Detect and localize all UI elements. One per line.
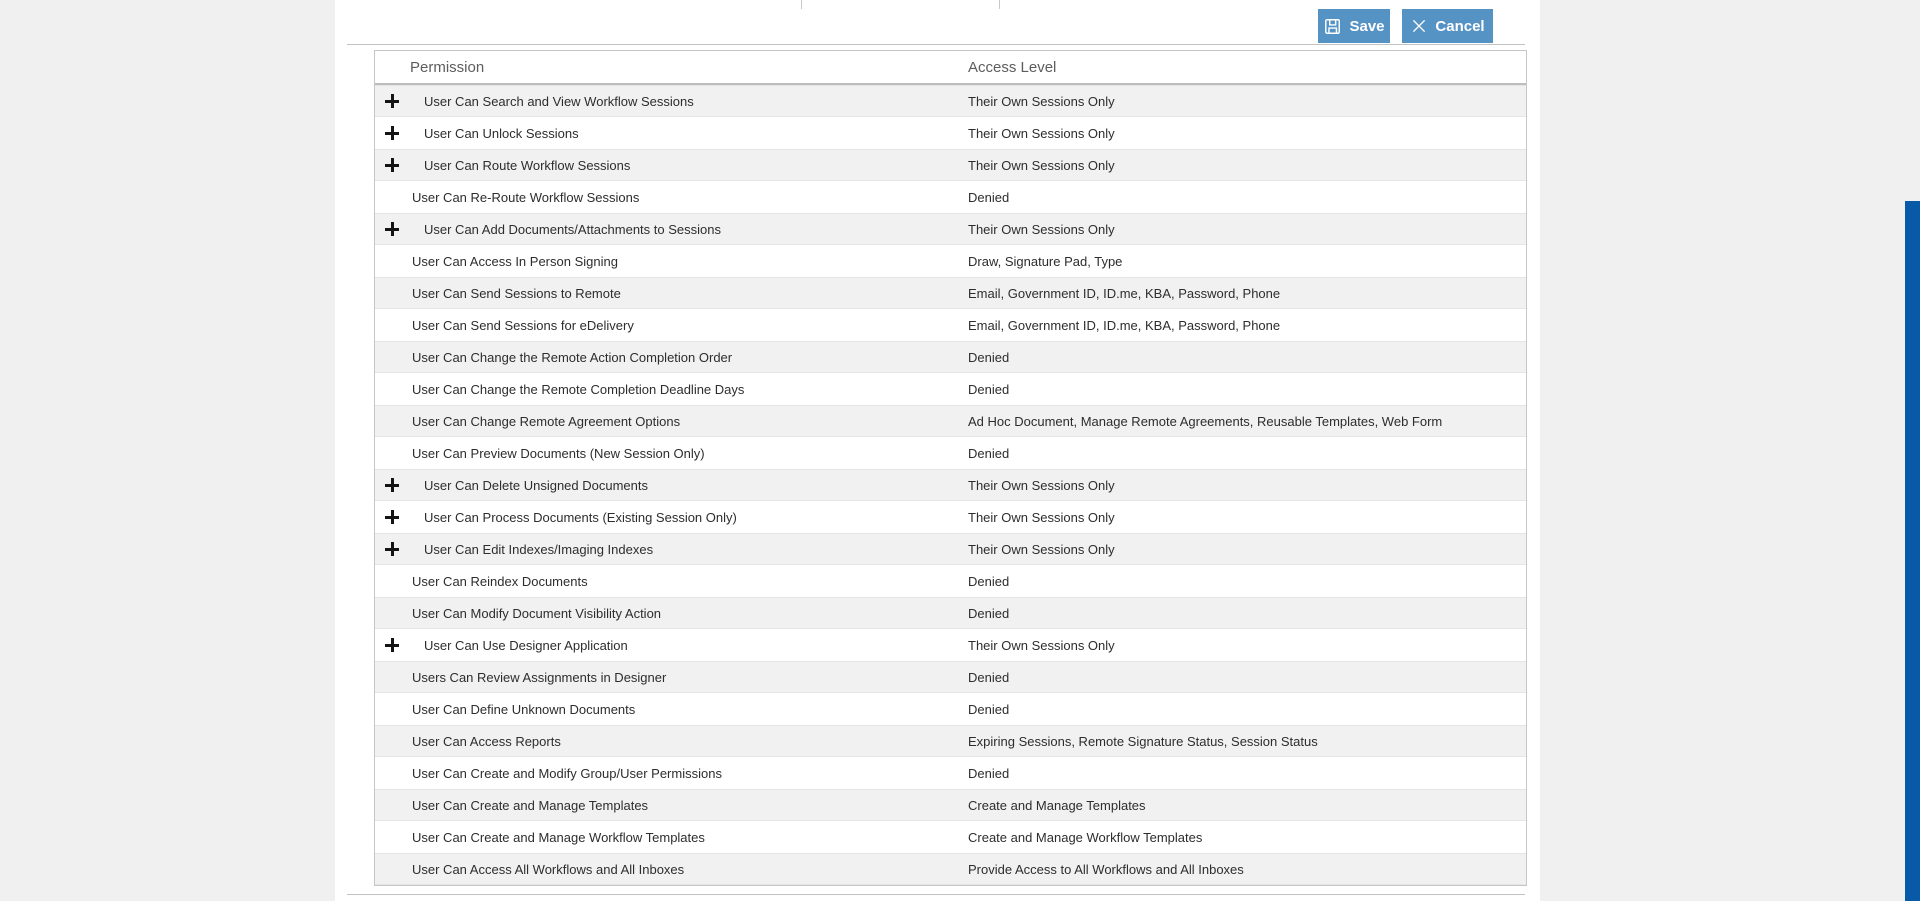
permission-cell: [375, 574, 968, 589]
table-row: [375, 309, 1526, 341]
cancel-x-icon: [1410, 17, 1428, 35]
table-row: [375, 341, 1526, 373]
column-header-permission: Permission: [410, 58, 485, 76]
permission-label: User Can Create and Modify Group/User Permissions: [412, 765, 722, 781]
table-row: [375, 117, 1526, 149]
access-level-value: Denied: [968, 765, 1010, 781]
permission-cell: [375, 638, 968, 653]
permission-label: User Can Create and Manage Templates: [412, 797, 649, 813]
access-level-value: Their Own Sessions Only: [968, 125, 1115, 141]
access-level-value: Denied: [968, 349, 1010, 365]
permission-label: User Can Access Reports: [412, 733, 561, 749]
table-row: [375, 501, 1526, 533]
table-row: [375, 661, 1526, 693]
access-level-value: Their Own Sessions Only: [968, 509, 1115, 525]
access-level-value: Their Own Sessions Only: [968, 637, 1115, 653]
tab-divider-left: [801, 0, 802, 9]
permission-cell: [375, 830, 968, 845]
cancel-button[interactable]: [1402, 9, 1493, 43]
expand-plus-icon[interactable]: [385, 638, 399, 652]
permission-cell: [375, 158, 968, 173]
access-level-value: Their Own Sessions Only: [968, 541, 1115, 557]
permission-cell: [375, 318, 968, 333]
access-level-value: Denied: [968, 381, 1010, 397]
table-row: [375, 85, 1526, 117]
expand-plus-icon[interactable]: [385, 222, 399, 236]
permissions-table: [374, 50, 1527, 886]
table-row: [375, 565, 1526, 597]
permission-cell: [375, 254, 968, 269]
table-row: [375, 437, 1526, 469]
access-level-value: Denied: [968, 605, 1010, 621]
permission-label: User Can Use Designer Application: [424, 637, 628, 653]
expand-plus-icon[interactable]: [385, 158, 399, 172]
permission-cell: [375, 222, 968, 237]
permission-cell: [375, 670, 968, 685]
access-level-value: Expiring Sessions, Remote Signature Status, Session Status: [968, 733, 1318, 749]
permission-label: User Can Delete Unsigned Documents: [424, 477, 648, 493]
permission-cell: [375, 190, 968, 205]
access-level-value: Denied: [968, 573, 1010, 589]
access-level-value: Create and Manage Templates: [968, 797, 1146, 813]
access-level-value: Create and Manage Workflow Templates: [968, 829, 1203, 845]
table-row: [375, 245, 1526, 277]
permission-cell: [375, 702, 968, 717]
save-floppy-icon: [1323, 17, 1342, 36]
permission-cell: [375, 734, 968, 749]
permission-cell: [375, 606, 968, 621]
permission-cell: [375, 126, 968, 141]
permission-label: User Can Access All Workflows and All Inboxes: [412, 861, 685, 877]
table-row: [375, 213, 1526, 245]
table-row: [375, 405, 1526, 437]
table-row: [375, 725, 1526, 757]
vertical-scrollbar-thumb[interactable]: [1905, 201, 1920, 901]
access-level-value: Ad Hoc Document, Manage Remote Agreements, Reusable Templates, Web Form: [968, 413, 1443, 429]
permission-label: User Can Route Workflow Sessions: [424, 157, 631, 173]
expand-plus-icon[interactable]: [385, 478, 399, 492]
permission-label: User Can Define Unknown Documents: [412, 701, 636, 717]
access-level-value: Their Own Sessions Only: [968, 477, 1115, 493]
permission-label: User Can Create and Manage Workflow Templates: [412, 829, 705, 845]
table-row: [375, 181, 1526, 213]
access-level-value: Draw, Signature Pad, Type: [968, 253, 1123, 269]
permission-label: User Can Change Remote Agreement Options: [412, 413, 681, 429]
access-level-value: Denied: [968, 701, 1010, 717]
tab-divider-right: [999, 0, 1000, 9]
permission-cell: [375, 478, 968, 493]
access-level-value: Denied: [968, 189, 1010, 205]
expand-plus-icon[interactable]: [385, 542, 399, 556]
permission-cell: [375, 350, 968, 365]
table-row: [375, 149, 1526, 181]
table-row: [375, 757, 1526, 789]
permission-label: User Can Reindex Documents: [412, 573, 588, 589]
permission-label: Users Can Review Assignments in Designer: [412, 669, 667, 685]
access-level-value: Their Own Sessions Only: [968, 93, 1115, 109]
access-level-value: Their Own Sessions Only: [968, 221, 1115, 237]
permission-cell: [375, 542, 968, 557]
save-button-label: Save: [1349, 17, 1385, 35]
column-header-access-level: Access Level: [968, 58, 1057, 76]
permission-label: User Can Modify Document Visibility Action: [412, 605, 662, 621]
permission-label: User Can Edit Indexes/Imaging Indexes: [424, 541, 654, 557]
access-level-value: Provide Access to All Workflows and All Inboxes: [968, 861, 1244, 877]
permissions-table-body: [375, 85, 1526, 885]
table-header-row: [375, 51, 1526, 85]
access-level-value: Email, Government ID, ID.me, KBA, Password, Phone: [968, 317, 1281, 333]
access-level-value: Denied: [968, 669, 1010, 685]
table-row: [375, 693, 1526, 725]
permission-cell: [375, 766, 968, 781]
expand-plus-icon[interactable]: [385, 126, 399, 140]
permission-cell: [375, 382, 968, 397]
permission-label: User Can Re-Route Workflow Sessions: [412, 189, 640, 205]
permission-label: User Can Change the Remote Completion Deadline Days: [412, 381, 745, 397]
table-row: [375, 373, 1526, 405]
permission-label: User Can Access In Person Signing: [412, 253, 618, 269]
permission-cell: [375, 510, 968, 525]
permission-label: User Can Send Sessions for eDelivery: [412, 317, 634, 333]
expand-plus-icon[interactable]: [385, 94, 399, 108]
cancel-button-label: Cancel: [1435, 17, 1485, 35]
access-level-value: Their Own Sessions Only: [968, 157, 1115, 173]
permission-cell: [375, 798, 968, 813]
table-row: [375, 469, 1526, 501]
table-row: [375, 277, 1526, 309]
table-row: [375, 533, 1526, 565]
table-row: [375, 597, 1526, 629]
table-row: [375, 853, 1526, 885]
permission-cell: [375, 94, 968, 109]
permission-label: User Can Send Sessions to Remote: [412, 285, 621, 301]
permission-label: User Can Add Documents/Attachments to Sessions: [424, 221, 721, 237]
permission-cell: [375, 414, 968, 429]
table-row: [375, 821, 1526, 853]
permission-cell: [375, 446, 968, 461]
permission-cell: [375, 862, 968, 877]
access-level-value: Email, Government ID, ID.me, KBA, Password, Phone: [968, 285, 1281, 301]
expand-plus-icon[interactable]: [385, 510, 399, 524]
table-row: [375, 789, 1526, 821]
permission-label: User Can Change the Remote Action Completion Order: [412, 349, 733, 365]
access-level-value: Denied: [968, 445, 1010, 461]
table-row: [375, 629, 1526, 661]
permission-label: User Can Search and View Workflow Sessions: [424, 93, 694, 109]
permission-label: User Can Preview Documents (New Session Only): [412, 445, 705, 461]
permission-label: User Can Unlock Sessions: [424, 125, 579, 141]
permission-cell: [375, 286, 968, 301]
permission-label: User Can Process Documents (Existing Session Only): [424, 509, 737, 525]
save-button[interactable]: [1318, 9, 1390, 43]
